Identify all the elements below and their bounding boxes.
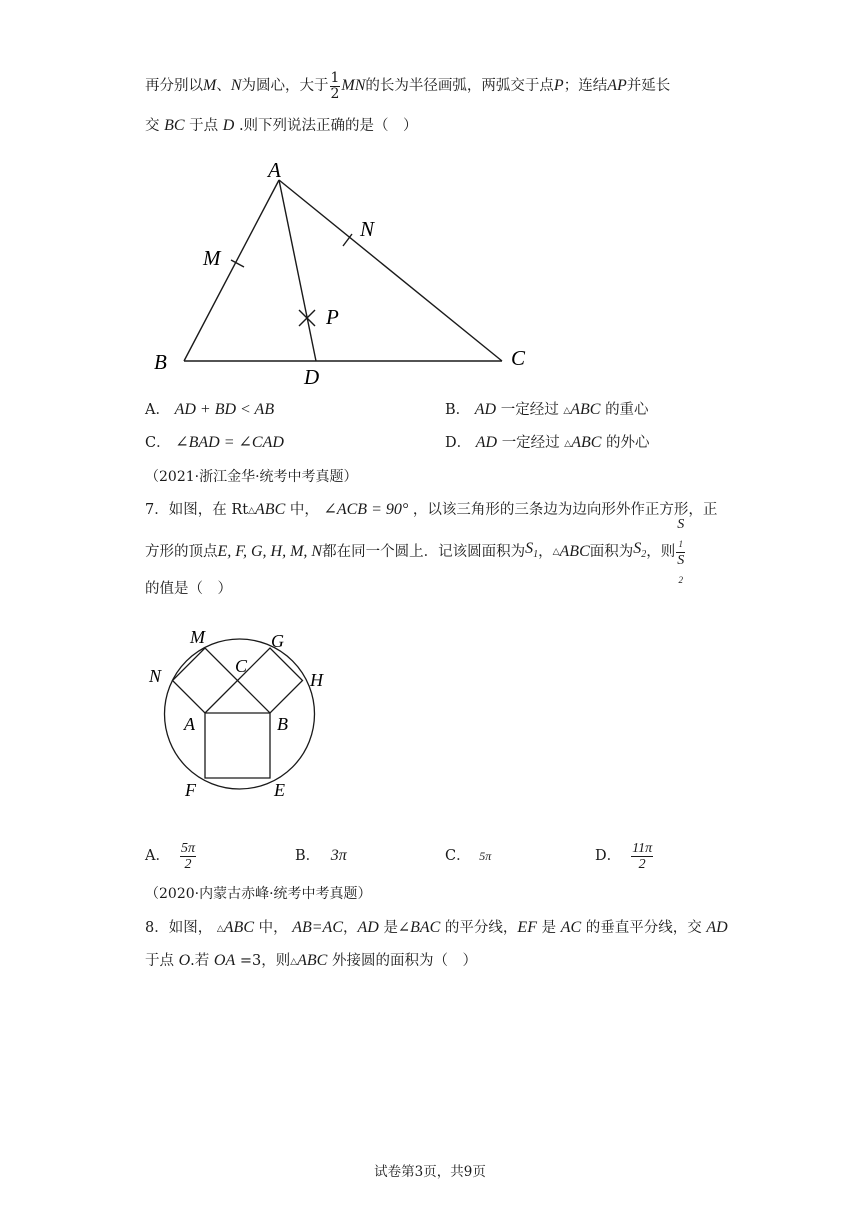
q8-triangle-abc: ABC [223,919,254,936]
q6-point-n: N [230,77,242,94]
q8-stem-line-2 [145,951,477,972]
q6-option-a[interactable] [145,400,274,420]
option-text: 的重心 [605,402,649,418]
triangle-symbol: △ [552,547,560,557]
q8-text: 的平分线， [444,920,518,936]
square-bc [238,648,303,713]
q6-point-p: P [553,77,564,94]
option-label: A． [145,402,170,418]
q8-text: 于点 [145,953,174,969]
q8-triangle-abc: ABC [297,952,328,969]
label-c: C [235,656,248,676]
q8-text: 的垂直平分线，交 [585,920,702,936]
q8-oa: OA [213,952,236,969]
triangle-symbol: △ [563,406,571,416]
square-ab [205,713,270,778]
q7-text: 7．如图，在 [145,502,227,518]
q7-text: 都在同一个圆上．记该圆面积为 [322,544,526,560]
q7-option-b[interactable] [295,846,347,866]
q6-segment-ap: AP [607,77,627,94]
label-a: A [184,714,195,734]
q6-text: 交 [145,118,160,134]
q8-point-o: O [178,952,191,969]
q8-bac: BAC [410,919,441,936]
q7-points: E, F, G, H, M, N [217,543,323,560]
q6-text: 于点 [189,118,219,134]
label-g: G [271,631,284,651]
q7-text: 中， [289,502,319,518]
triangle-symbol: △ [564,439,572,449]
option-text: ∠BAD = ∠CAD [175,434,284,451]
q7-text: ，则 [646,544,676,560]
q8-ef: EF [517,919,537,936]
q7-option-d[interactable] [595,836,654,876]
option-math: ABC [571,434,602,451]
label-m: M [203,246,221,270]
q6-point-m: M [203,77,217,94]
q7-ratio-fraction: S $_1$ S $_2$ [677,516,685,585]
q8-ad: AD [357,919,379,936]
q7-stem-line-2 [145,516,686,585]
q8-source: （2020·内蒙古赤峰·统考中考真题） [145,886,372,902]
page-footer: 试卷第3页，共9页 [374,1164,486,1180]
q6-text: 、 [216,78,231,94]
option-math: AD [475,434,498,451]
option-text: 的外心 [606,435,650,451]
q8-ad: AD [706,919,728,936]
q6-fraction-half [330,71,341,102]
q8-text: 外接圆的面积为（ ） [331,953,477,969]
q7-text: ， [538,544,553,560]
q6-text: 再分别以 [145,78,203,94]
q6-segment-mn: MN [341,77,366,94]
option-label: D． [595,848,622,864]
label-d: D [304,365,320,389]
q6-text: ；连结 [563,78,608,94]
q8-ac: AC [560,919,582,936]
q6-text: 并延长 [626,78,671,94]
q6-text: 的长为半径画弧，两弧交于点 [365,78,554,94]
q6-text: 为圆心，大于 [241,78,329,94]
q8-text: 是∠ [383,920,411,936]
option-text: 一定经过 [501,435,560,451]
triangle-symbol: △ [290,957,298,967]
label-m: M [190,627,205,647]
label-p: P [326,305,339,329]
label-a: A [268,158,281,182]
q6-option-d[interactable] [445,433,650,454]
q8-text: ， [343,920,358,936]
q7-s1: $S_1$ [525,539,539,561]
side-ab [184,180,279,361]
q8-text: =3，则 [239,953,291,969]
label-b: B [154,350,167,374]
option-label: C． [145,435,171,451]
q6-point-d: D [222,117,235,134]
q6-segment-bc: BC [164,117,185,134]
segment-ad [279,180,316,361]
triangle-symbol: △ [248,506,256,516]
q8-ab-ac: AB=AC [292,919,343,936]
q7-stem-line-1 [145,500,717,521]
q8-stem-line-1 [145,918,728,939]
option-text: 5π [479,849,492,863]
label-b: B [277,714,288,734]
option-text: 3π [330,847,347,864]
q7-source: （2021·浙江金华·统考中考真题） [145,469,358,485]
q7-stem-line-3: 的值是（ ） [145,581,232,597]
q7-text: 面积为 [589,544,634,560]
q6-text: .则下列说法正确的是（ ） [238,118,418,134]
fraction-numerator: 1 [330,69,340,86]
q7-angle: ∠ACB = 90° [323,501,409,518]
q7-option-a[interactable] [145,836,197,876]
label-n: N [360,217,375,241]
q7-triangle-abc: ABC [255,501,286,518]
q7-text: ，以该三角形的三条边为边向形外作正方形，正 [412,502,718,518]
q7-circle-figure [140,620,350,810]
q6-stem-line-1 [145,68,670,104]
q7-triangle-abc: ABC [559,543,590,560]
q6-option-b[interactable] [445,400,649,421]
option-label: D． [445,435,472,451]
triangle-symbol: △ [216,924,224,934]
q7-option-c[interactable] [445,846,491,866]
q8-text: 8．如图， [145,920,213,936]
q8-text: 中， [258,920,288,936]
option-fraction: $\frac{11\pi}{2}$ [632,840,653,872]
square-ac [173,648,238,713]
label-n: N [149,666,162,686]
q6-option-c[interactable] [145,433,284,453]
q6-stem-line-2 [145,116,418,136]
option-label: B． [445,402,471,418]
option-math: AD [474,401,497,418]
option-label: B． [295,848,321,864]
label-f: F [185,780,196,800]
option-math: ABC [570,401,601,418]
option-fraction: $\frac{5\pi}{2}$ [180,840,195,872]
option-text: 一定经过 [500,402,559,418]
q6-triangle-figure [140,150,540,390]
label-h: H [310,670,323,690]
q8-text: 是 [541,920,557,936]
q8-text: .若 [190,953,210,969]
side-ac [279,180,502,361]
tick-m [231,260,244,267]
option-text: AD + BD < AB [174,401,275,418]
label-c: C [511,346,526,370]
option-label: C． [445,848,471,864]
fraction-denominator: 2 [330,85,340,102]
q7-text: 方形的顶点 [145,544,218,560]
q7-rt: Rt [231,502,249,518]
q7-s2: $S_2$ [633,539,647,561]
label-e: E [274,780,285,800]
option-label: A． [145,848,170,864]
